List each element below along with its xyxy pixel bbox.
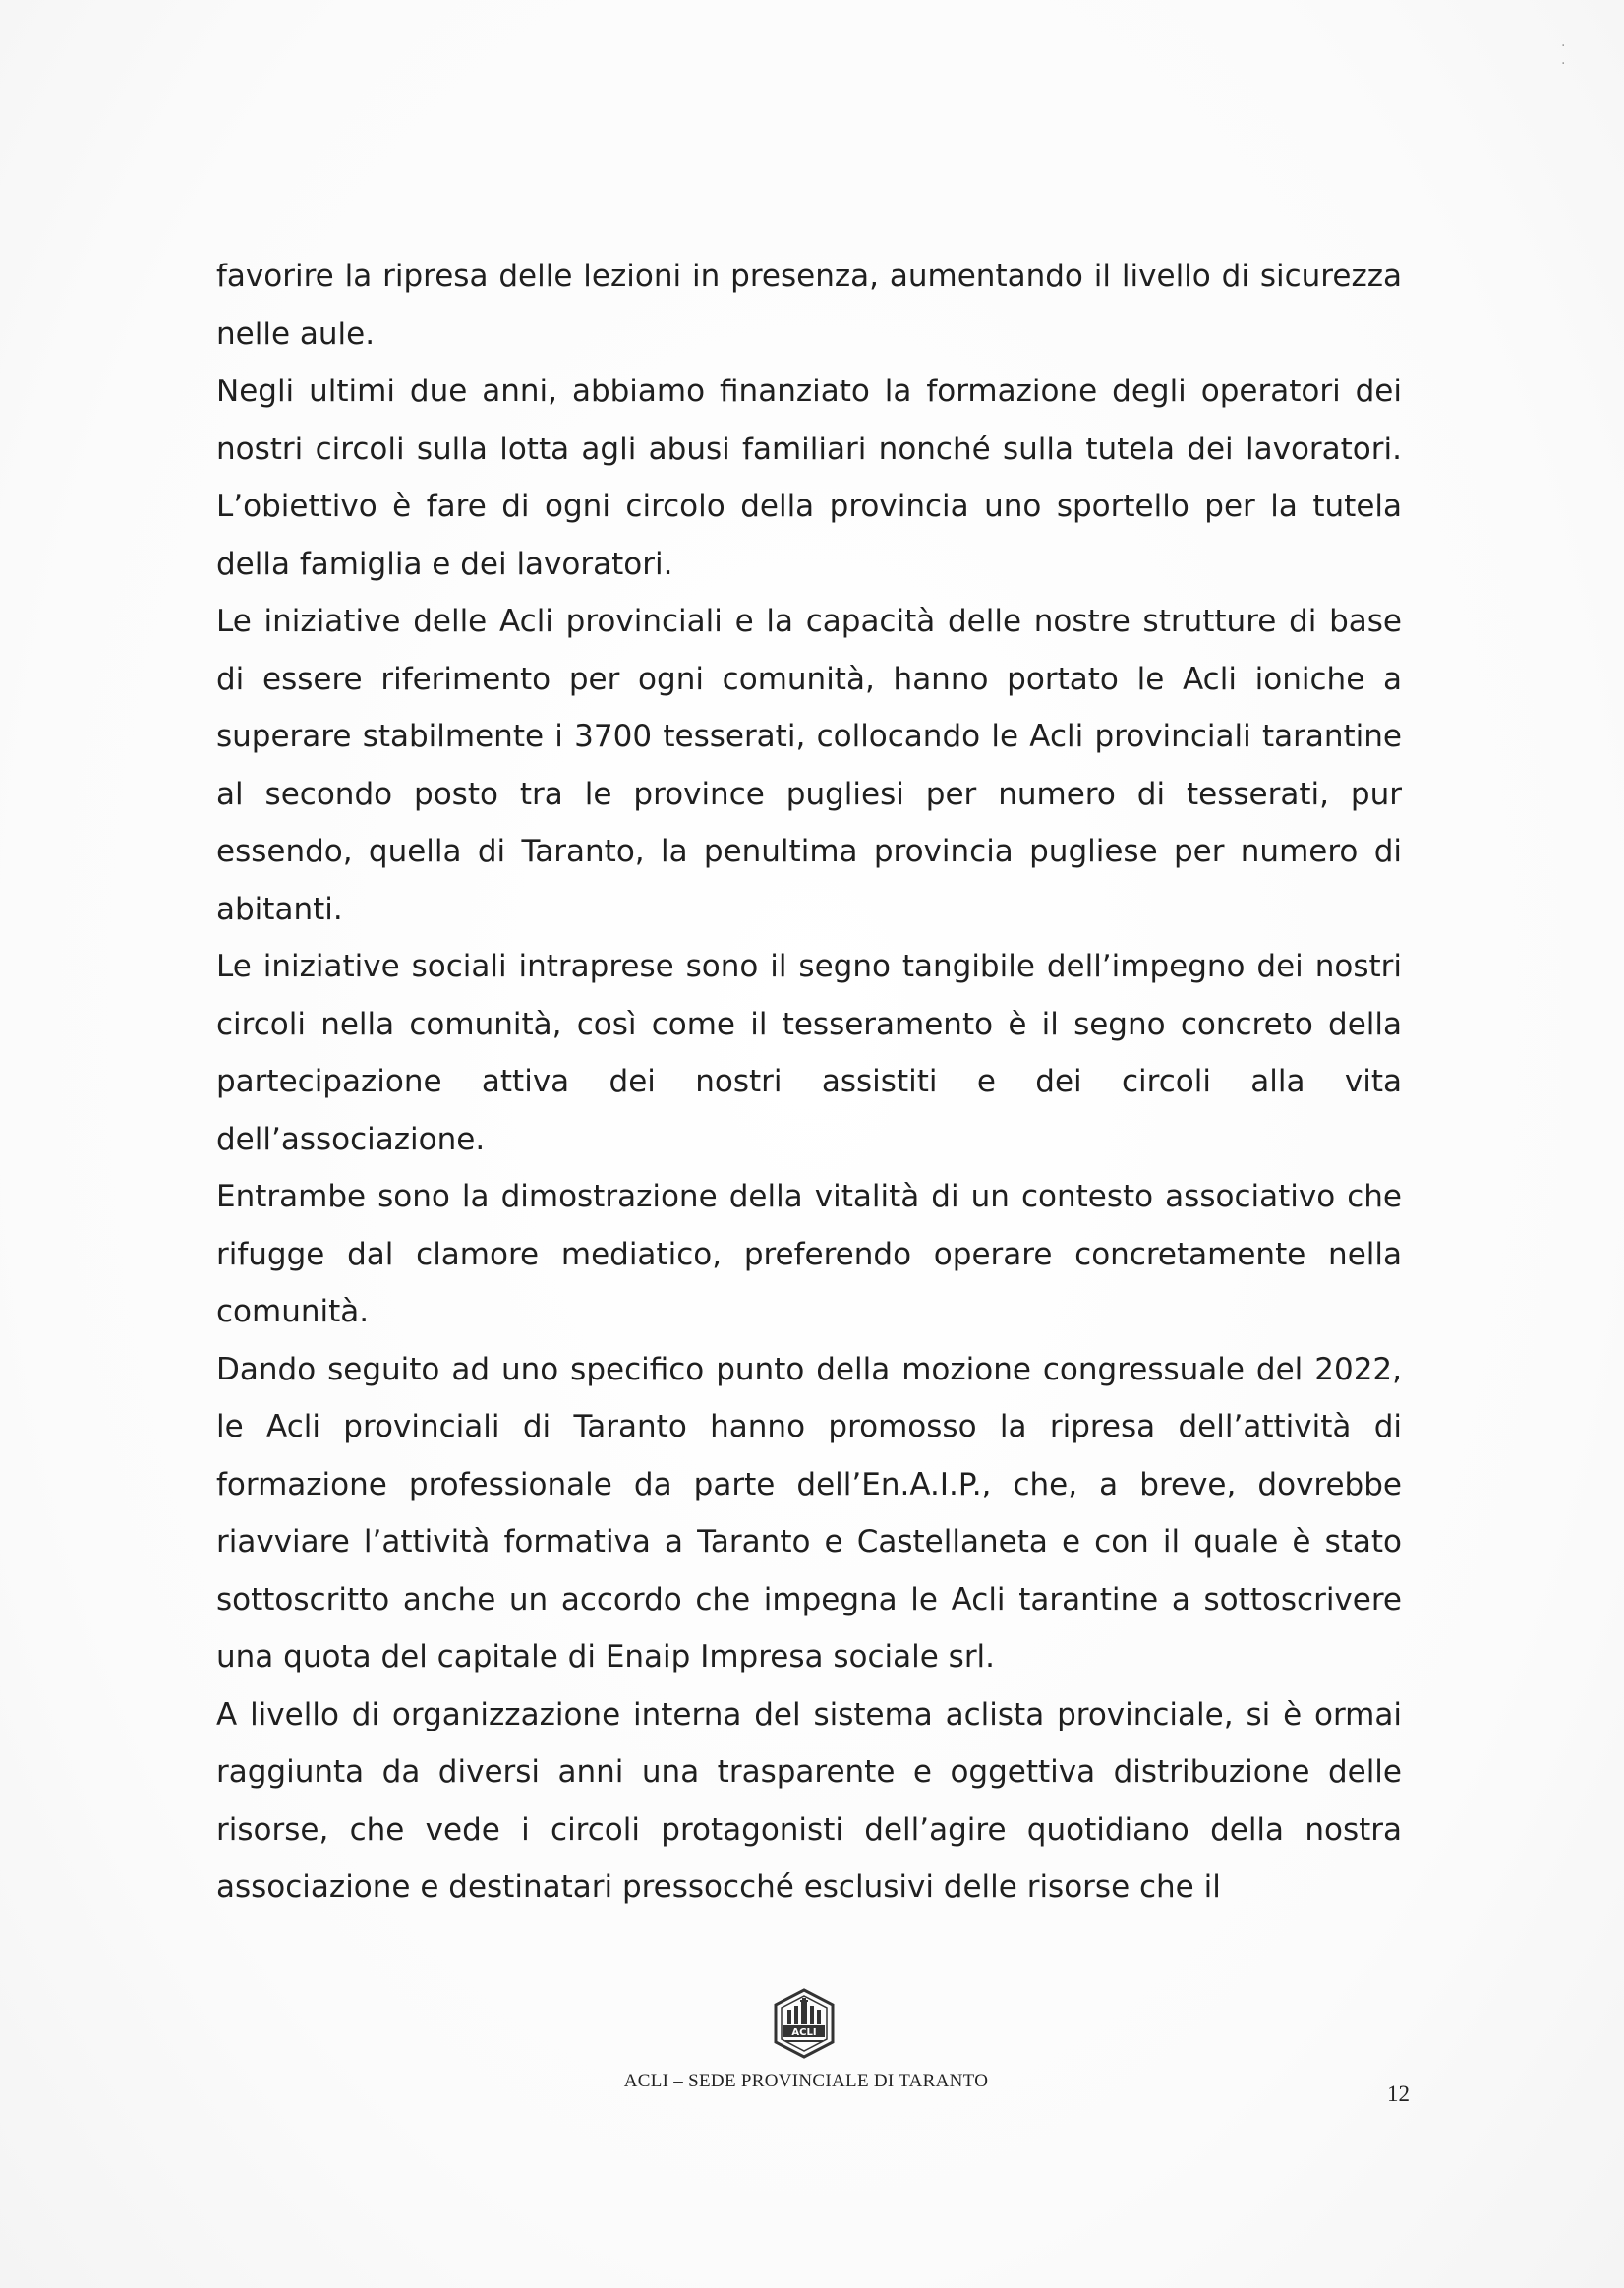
paragraph: A livello di organizzazione interna del sistema aclista provinciale, si è ormai raggiunta da diversi anni una trasparente e oggettiva distribuzione delle risorse, che vede i circoli protagonisti dell’agire quotidiano della nostra associazione e destinatari pressocché esclusivi delle risorse che il xyxy=(216,1696,1402,1905)
scan-artifact-icon: · · xyxy=(1561,38,1566,72)
acli-logo-icon xyxy=(770,1988,839,2059)
paragraph: Negli ultimi due anni, abbiamo finanziato la formazione degli operatori dei nostri circoli sulla lotta agli abusi familiari nonché sulla tutela dei lavoratori. L’obiettivo è fare di ogni circolo della provincia uno sportello per la tutela della famiglia e dei lavoratori. xyxy=(216,374,1402,582)
paragraph: Entrambe sono la dimostrazione della vitalità di un contesto associativo che rifugge dal clamore mediatico, preferendo operare concretamente nella comunità. xyxy=(216,1179,1402,1329)
logo-text: ACLI xyxy=(791,2027,817,2038)
paragraph: Le iniziative delle Acli provinciali e la capacità delle nostre strutture di base di essere riferimento per ogni comunità, hanno portato le Acli ioniche a superare stabilmente i 3700 tesserati, collocando le Acli provinciali tarantine al secondo posto tra le province pugliesi per numero di tesserati, pur essendo, quella di Taranto, la penultima provincia pugliese per numero di abitanti. xyxy=(216,604,1402,927)
paragraph: favorire la ripresa delle lezioni in presenza, aumentando il livello di sicurezza nelle aule. xyxy=(216,259,1402,352)
body-text xyxy=(216,248,1402,1916)
footer-organization: ACLI – SEDE PROVINCIALE DI TARANTO xyxy=(623,2071,989,2091)
acli-logo-graphic xyxy=(770,1988,839,2059)
paragraph: Le iniziative sociali intraprese sono il segno tangibile dell’impegno dei nostri circoli nella comunità, così come il tesseramento è il segno concreto della partecipazione attiva dei nostri assistiti e dei circoli alla vita dell’associazione. xyxy=(216,949,1402,1157)
paragraph: Dando seguito ad uno specifico punto della mozione congressuale del 2022, le Acli provinciali di Taranto hanno promosso la ripresa dell’attività di formazione professionale da parte dell’En.A.I.P., che, a breve, dovrebbe riavviare l’attività formativa a Taranto e Castellaneta e con il quale è stato sottoscritto anche un accordo che impegna le Acli tarantine a sottoscrivere una quota del capitale di Enaip Impresa sociale srl. xyxy=(216,1351,1402,1674)
page-number: 12 xyxy=(1387,2082,1410,2106)
